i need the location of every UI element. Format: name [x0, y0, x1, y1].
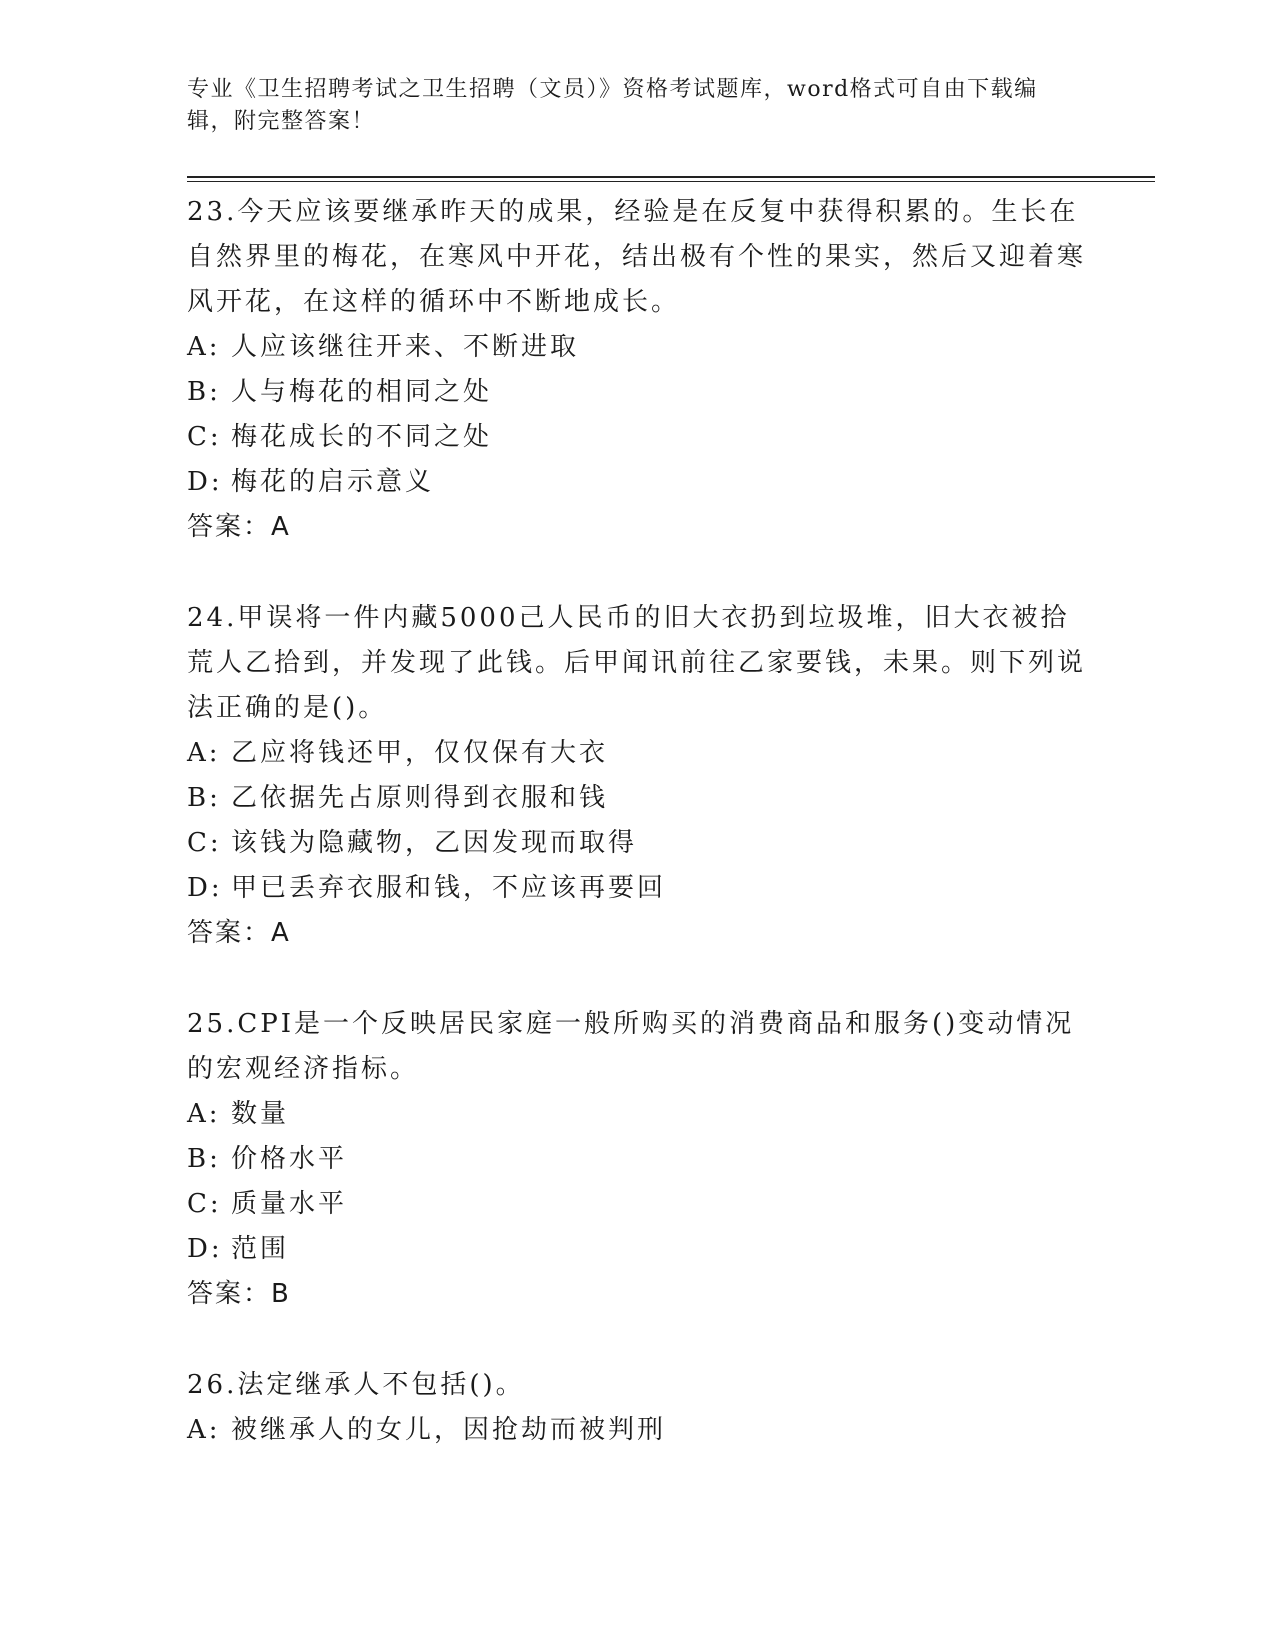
- option-b: [187, 370, 1087, 415]
- option-key: C:: [187, 422, 222, 452]
- option-key: C:: [187, 828, 222, 858]
- header-rule-thin: [187, 181, 1155, 182]
- option-b: [187, 776, 1087, 821]
- question-stem: 25.CPI是一个反映居民家庭一般所购买的消费商品和服务()变动情况的宏观经济指标。: [187, 1009, 1075, 1084]
- option-key: D:: [187, 1234, 223, 1264]
- option-d: [187, 866, 1087, 911]
- option-text: 乙依据先占原则得到衣服和钱: [231, 783, 609, 813]
- header-rule-thick: [187, 176, 1155, 178]
- option-key: C:: [187, 1189, 222, 1219]
- option-a: [187, 1092, 1087, 1137]
- option-text: 人与梅花的相同之处: [231, 377, 493, 407]
- answer-line: 答案：B: [187, 1279, 291, 1309]
- option-text: 人应该继往开来、不断进取: [231, 332, 580, 362]
- option-text: 该钱为隐藏物，乙因发现而取得: [231, 828, 638, 858]
- option-a: [187, 325, 1087, 370]
- option-d: [187, 1227, 1087, 1272]
- question-23: [187, 190, 1087, 550]
- question-stem: 26.法定继承人不包括()。: [187, 1370, 525, 1400]
- option-key: A:: [187, 332, 221, 362]
- option-key: A:: [187, 1415, 221, 1445]
- option-c: [187, 415, 1087, 460]
- question-stem: 23.今天应该要继承昨天的成果，经验是在反复中获得积累的。生长在自然界里的梅花，在寒风中开花，结出极有个性的果实，然后又迎着寒风开花，在这样的循环中不断地成长。: [187, 197, 1087, 317]
- question-26: [187, 1363, 1087, 1453]
- option-key: A:: [187, 1099, 221, 1129]
- question-stem: 24.甲误将一件内藏5000己人民币的旧大衣扔到垃圾堆，旧大衣被拾荒人乙拾到，并发现了此钱。后甲闻讯前往乙家要钱，未果。则下列说法正确的是()。: [187, 603, 1087, 723]
- option-key: B:: [187, 1144, 221, 1174]
- option-text: 质量水平: [231, 1189, 348, 1219]
- option-text: 数量: [231, 1099, 290, 1129]
- option-key: D:: [187, 873, 223, 903]
- option-key: B:: [187, 377, 221, 407]
- option-a: [187, 731, 1087, 776]
- question-25: [187, 1002, 1087, 1317]
- answer-line: 答案：A: [187, 512, 291, 542]
- option-text: 价格水平: [231, 1144, 348, 1174]
- option-text: 梅花的启示意义: [231, 467, 435, 497]
- option-text: 被继承人的女儿，因抢劫而被判刑: [231, 1415, 667, 1445]
- option-key: D:: [187, 467, 223, 497]
- question-24: [187, 596, 1087, 956]
- option-text: 梅花成长的不同之处: [231, 422, 493, 452]
- option-text: 乙应将钱还甲，仅仅保有大衣: [231, 738, 609, 768]
- option-text: 甲已丢弃衣服和钱，不应该再要回: [231, 873, 667, 903]
- document-header: 专业《卫生招聘考试之卫生招聘（文员）》资格考试题库，word格式可自由下载编辑，附完整答案！: [187, 77, 1038, 134]
- answer-line: 答案：A: [187, 918, 291, 948]
- option-b: [187, 1137, 1087, 1182]
- option-key: B:: [187, 783, 221, 813]
- option-c: [187, 821, 1087, 866]
- option-text: 范围: [231, 1234, 290, 1264]
- option-c: [187, 1182, 1087, 1227]
- option-key: A:: [187, 738, 221, 768]
- option-d: [187, 460, 1087, 505]
- option-a: [187, 1408, 1087, 1453]
- question-list: [187, 190, 1087, 1499]
